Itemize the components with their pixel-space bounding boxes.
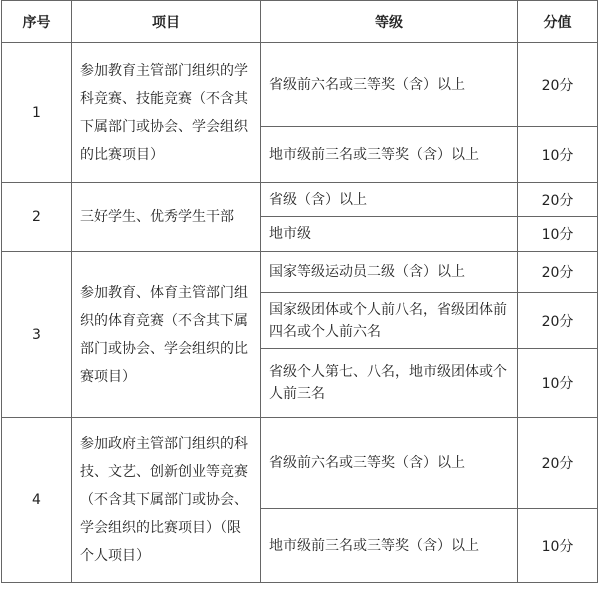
row-level: 省级个人第七、八名，地市级团体或个人前三名 bbox=[261, 349, 518, 418]
table-row bbox=[2, 418, 598, 509]
table-row bbox=[2, 183, 598, 217]
row-score: 10分 bbox=[518, 509, 598, 583]
row-score: 10分 bbox=[518, 217, 598, 252]
header-row bbox=[2, 1, 598, 43]
header-index: 序号 bbox=[2, 1, 72, 43]
header-item: 项目 bbox=[72, 1, 261, 43]
row-level: 国家等级运动员二级（含）以上 bbox=[261, 252, 518, 293]
row-level: 地市级 bbox=[261, 217, 518, 252]
row-score: 20分 bbox=[518, 252, 598, 293]
row-level: 省级（含）以上 bbox=[261, 183, 518, 217]
row-index: 2 bbox=[2, 183, 72, 252]
row-level: 省级前六名或三等奖（含）以上 bbox=[261, 418, 518, 509]
row-level: 地市级前三名或三等奖（含）以上 bbox=[261, 509, 518, 583]
table-row bbox=[2, 43, 598, 127]
row-score: 20分 bbox=[518, 183, 598, 217]
row-level: 省级前六名或三等奖（含）以上 bbox=[261, 43, 518, 127]
table-row bbox=[2, 252, 598, 293]
row-index: 4 bbox=[2, 418, 72, 583]
header-level: 等级 bbox=[261, 1, 518, 43]
row-item: 参加教育、体育主管部门组织的体育竞赛（不含其下属部门或协会、学会组织的比赛项目） bbox=[72, 252, 261, 418]
row-item: 三好学生、优秀学生干部 bbox=[72, 183, 261, 252]
row-item: 参加教育主管部门组织的学科竞赛、技能竞赛（不含其下属部门或协会、学会组织的比赛项目） bbox=[72, 43, 261, 183]
header-score: 分值 bbox=[518, 1, 598, 43]
row-score: 20分 bbox=[518, 293, 598, 349]
row-score: 10分 bbox=[518, 127, 598, 183]
row-score: 10分 bbox=[518, 349, 598, 418]
row-level: 国家级团体或个人前八名，省级团体前四名或个人前六名 bbox=[261, 293, 518, 349]
row-level: 地市级前三名或三等奖（含）以上 bbox=[261, 127, 518, 183]
scoring-table bbox=[1, 0, 598, 583]
row-item: 参加政府主管部门组织的科技、文艺、创新创业等竞赛（不含其下属部门或协会、学会组织的比赛项目）（限个人项目） bbox=[72, 418, 261, 583]
row-score: 20分 bbox=[518, 43, 598, 127]
row-score: 20分 bbox=[518, 418, 598, 509]
row-index: 1 bbox=[2, 43, 72, 183]
row-index: 3 bbox=[2, 252, 72, 418]
